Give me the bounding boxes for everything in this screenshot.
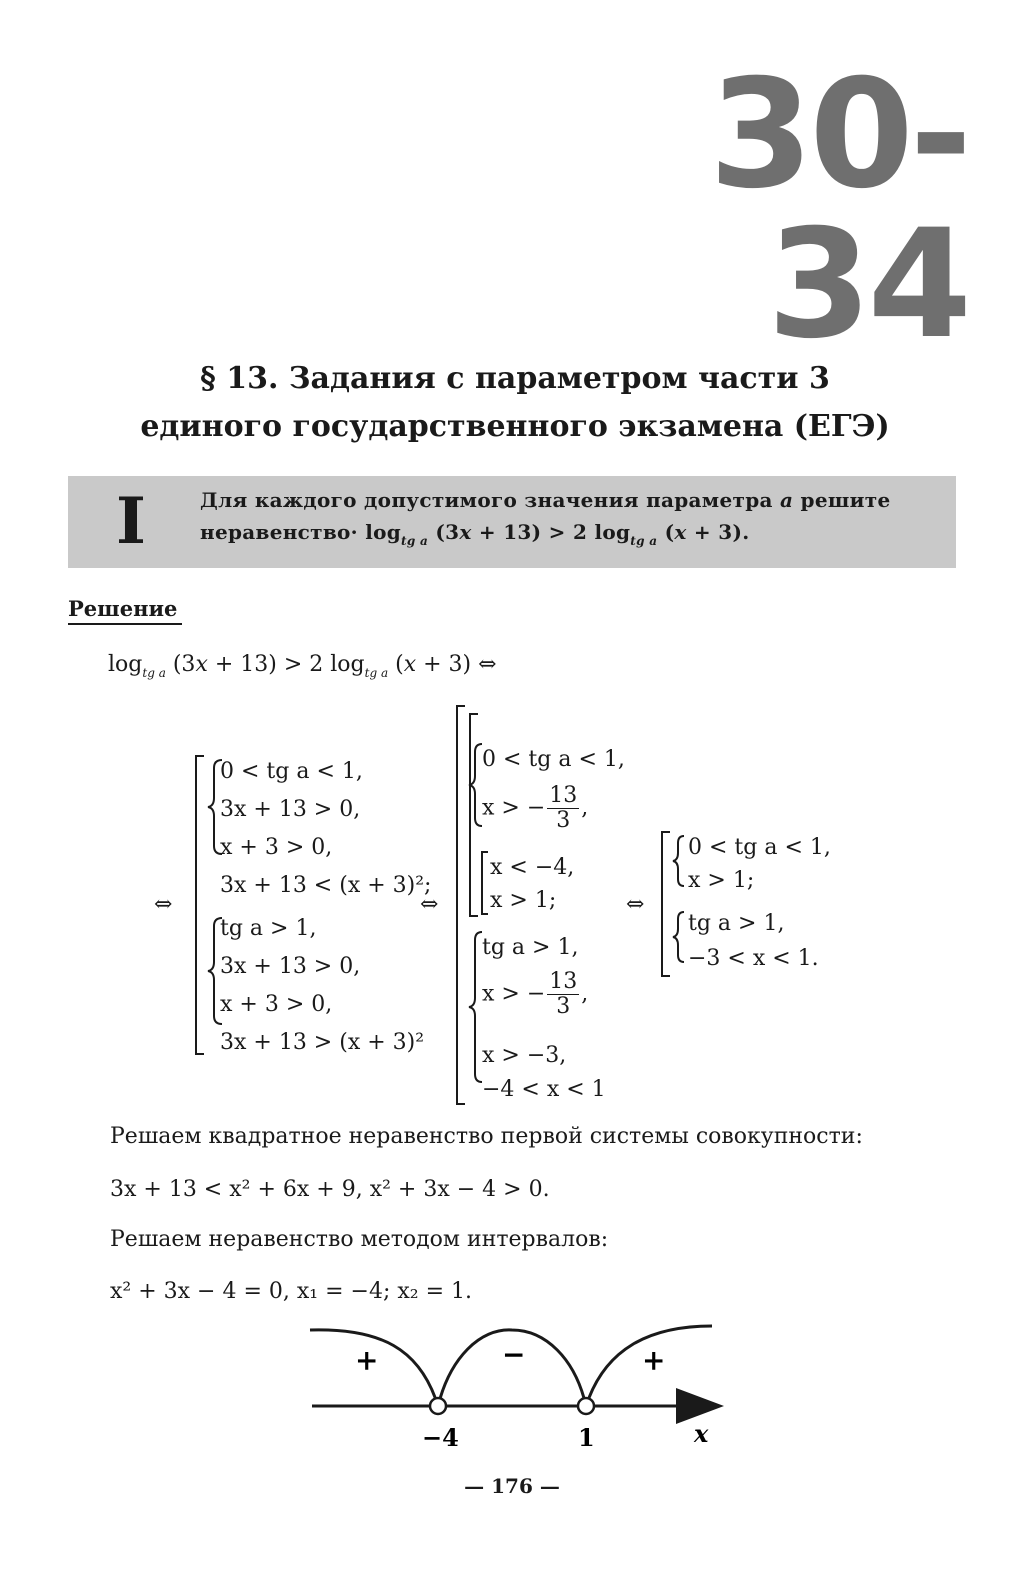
col2-a3: x < −4, bbox=[490, 855, 575, 880]
task-line1: Для каждого допустимого значения параметра bbox=[200, 488, 773, 512]
sys1-row1: 0 < tg a < 1, bbox=[220, 759, 363, 784]
equiv-arrow-3: ⇔ bbox=[626, 892, 645, 917]
paragraph-1: Решаем квадратное неравенство первой системы совокупности: bbox=[110, 1124, 863, 1149]
col2-a2: x > − $\frac{13}{3}$ , bbox=[482, 783, 589, 833]
sys2-row1: tg a > 1, bbox=[220, 916, 317, 941]
solution-heading: Решение bbox=[68, 596, 182, 625]
col3-a1: 0 < tg a < 1, bbox=[688, 835, 831, 860]
sys1-row4: 3x + 13 < (x + 3)²; bbox=[220, 873, 432, 898]
col2-b3: x > −3, bbox=[482, 1043, 567, 1068]
fraction-13-3: $\frac{13}{3}$ bbox=[549, 783, 578, 833]
chapter-range: 30-34 bbox=[709, 48, 968, 372]
equiv-arrow-2: ⇔ bbox=[420, 892, 439, 917]
sign-middle: − bbox=[502, 1338, 526, 1371]
label-minus-4: −4 bbox=[422, 1423, 459, 1452]
section-title-line2: единого государственного экзамена (ЕГЭ) bbox=[140, 409, 890, 444]
label-1: 1 bbox=[578, 1423, 595, 1452]
col3-b2: −3 < x < 1. bbox=[688, 946, 819, 971]
col2-a2-prefix: x > − bbox=[482, 795, 546, 821]
sys1-row3: x + 3 > 0, bbox=[220, 835, 333, 860]
point-1 bbox=[578, 1398, 594, 1414]
point-minus-4 bbox=[430, 1398, 446, 1414]
col2-a1: 0 < tg a < 1, bbox=[482, 747, 625, 772]
col2-b4: −4 < x < 1 bbox=[482, 1077, 606, 1102]
axis-label-x: x bbox=[694, 1419, 709, 1448]
paragraph-2: 3x + 13 < x² + 6x + 9, x² + 3x − 4 > 0. bbox=[110, 1177, 550, 1202]
col3-b1: tg a > 1, bbox=[688, 911, 785, 936]
task-line2-prefix: неравенство· bbox=[200, 520, 358, 544]
sign-left: + bbox=[355, 1344, 379, 1377]
interval-diagram bbox=[300, 1318, 730, 1458]
solution-first-line: $\log_{tg a} (3x + 13) > 2$ $\log_{tg a} (x + 3)$ ⇔ bbox=[108, 652, 497, 680]
fraction-13-3-b: $\frac{13}{3}$ bbox=[549, 969, 578, 1019]
paragraph-4: x² + 3x − 4 = 0, x₁ = −4; x₂ = 1. bbox=[110, 1279, 472, 1304]
sys1-row2: 3x + 13 > 0, bbox=[220, 797, 361, 822]
sys2-row2: 3x + 13 > 0, bbox=[220, 954, 361, 979]
task-inequality: $\log_{tg a} (3x + 13) > 2$ $\log_{tg a} (x + 3)$. bbox=[365, 520, 750, 548]
task-number-icon: I bbox=[116, 484, 146, 559]
equiv-arrow-1: ⇔ bbox=[154, 892, 173, 917]
col3-a2: x > 1; bbox=[688, 868, 755, 893]
section-title-line1: § 13. Задания с параметром части 3 bbox=[200, 361, 830, 396]
col2-b1: tg a > 1, bbox=[482, 935, 579, 960]
sys2-row4: 3x + 13 > (x + 3)² bbox=[220, 1030, 425, 1055]
equiv-symbol: ⇔ bbox=[478, 652, 497, 677]
paragraph-3: Решаем неравенство методом интервалов: bbox=[110, 1227, 609, 1252]
page-number: — 176 — bbox=[464, 1474, 560, 1498]
col2-b2-prefix: x > − bbox=[482, 981, 546, 1007]
col2-a4: x > 1; bbox=[490, 888, 557, 913]
task-param: a bbox=[780, 488, 794, 512]
col2-b2: x > − $\frac{13}{3}$ , bbox=[482, 969, 589, 1019]
sign-right: + bbox=[642, 1344, 666, 1377]
sys2-row3: x + 3 > 0, bbox=[220, 992, 333, 1017]
task-line1-end: решите bbox=[800, 488, 891, 512]
